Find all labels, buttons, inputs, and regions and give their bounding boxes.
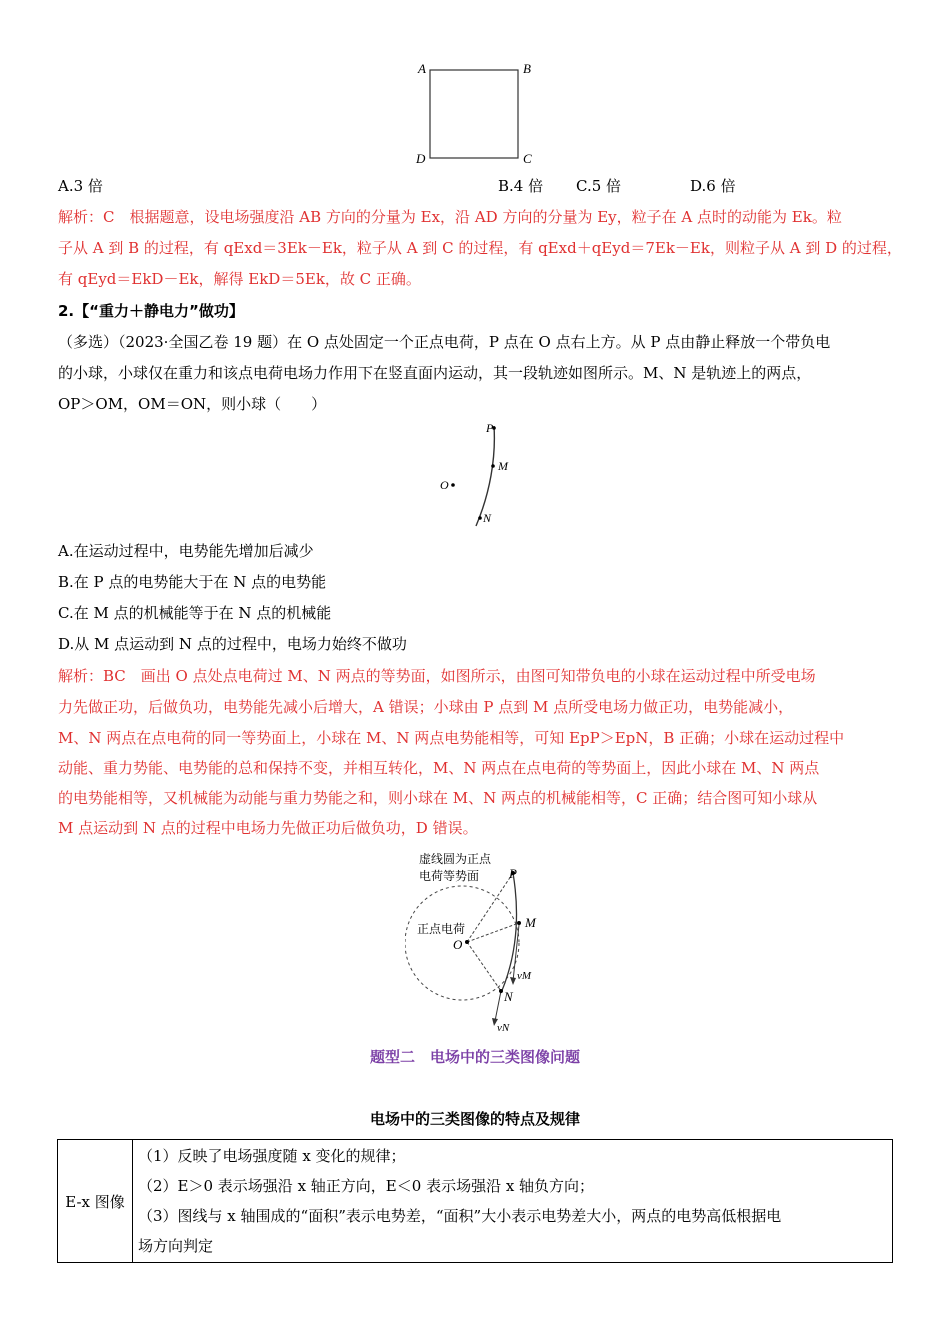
- table-row: [58, 1140, 893, 1263]
- label-n: N: [483, 511, 492, 525]
- point-o: [465, 940, 469, 944]
- note-line-1: 虚线圆为正点: [419, 852, 492, 866]
- line-on: [467, 942, 501, 991]
- q2-analysis-line-6: M 点运动到 N 点的过程中电场力先做正功后做负功，D 错误。: [58, 819, 478, 837]
- q1-analysis-line-2: 子从 A 到 B 的过程，有 qExd＝3Ek－Ek，粒子从 A 到 C 的过程，有 qExd＋qEyd＝7Ek－Ek，则粒子从 A 到 D 的过程，: [58, 239, 902, 257]
- label-d: D: [416, 151, 426, 166]
- q2-heading: 2.【“重力＋静电力”做功】: [58, 302, 244, 320]
- label-c: C: [523, 151, 532, 166]
- label-b: B: [523, 61, 531, 76]
- summary-table: [57, 1139, 893, 1263]
- arrow-vn: [495, 991, 501, 1021]
- label-p: P: [486, 421, 494, 435]
- q2-option-d: D.从 M 点运动到 N 点的过程中，电场力始终不做功: [58, 635, 407, 653]
- row-head-ex: E-x 图像: [58, 1140, 133, 1263]
- arrowhead-vm: [510, 977, 516, 985]
- q2-analysis-line-2: 力先做正功，后做负功，电势能先减小后增大，A 错误；小球由 P 点到 M 点所受电场力做正功，电势能减小，: [58, 698, 794, 716]
- row-line-1: （1）反映了电场强度随 x 变化的规律；: [138, 1147, 406, 1165]
- point-o: [451, 483, 455, 487]
- q1-analysis-line-1: 解析：C 根据题意，设电场强度沿 AB 方向的分量为 Ex，沿 AD 方向的分量为 Ey，粒子在 A 点时的动能为 Ek。粒: [58, 208, 842, 226]
- row-line-3: （3）图线与 x 轴围成的“面积”表示电势差，“面积”大小表示电势差大小，两点的电势高低根据电: [138, 1207, 782, 1225]
- q2-analysis-line-3: M、N 两点在点电荷的同一等势面上，小球在 M、N 两点电势能相等，可知 EpP＞EpN，B 正确；小球在运动过程中: [58, 729, 845, 747]
- trajectory-curve: [501, 873, 517, 993]
- q2-analysis-line-4: 动能、重力势能、电势能的总和保持不变，并相互转化，M、N 两点在点电荷的等势面上，因此小球在 M、N 两点: [58, 759, 820, 777]
- trajectory-figure: [430, 418, 530, 533]
- point-m: [517, 921, 521, 925]
- label-vm: vM: [517, 970, 532, 982]
- q2-analysis-line-5: 的电势能相等，又机械能为动能与重力势能之和，则小球在 M、N 两点的机械能相等，C 正确；结合图可知小球从: [58, 789, 818, 807]
- q2-stem-line-3: OP＞OM，OM＝ON，则小球（ ）: [58, 395, 327, 413]
- label-o: O: [453, 937, 463, 952]
- note-line-2: 电荷等势面: [419, 869, 480, 883]
- q1-option-d: D.6 倍: [690, 177, 736, 195]
- q2-stem-line-2: 的小球，小球仅在重力和该点电荷电场力作用下在竖直面内运动，其一段轨迹如图所示。M、N 是轨迹上的两点，: [58, 364, 812, 382]
- row-body-ex: [133, 1140, 893, 1263]
- table-title: 电场中的三类图像的特点及规律: [369, 1110, 580, 1128]
- q1-option-a: A.3 倍: [58, 177, 103, 195]
- point-n: [499, 989, 503, 993]
- q1-analysis-line-3: 有 qEyd＝EkD－Ek，解得 EkD＝5Ek，故 C 正确。: [58, 270, 421, 288]
- q2-stem-line-1: （多选）（2023·全国乙卷 19 题）在 O 点处固定一个正点电荷，P 点在 O 点右上方。从 P 点由静止释放一个带负电: [58, 333, 831, 351]
- square-shape: [430, 70, 518, 158]
- label-vn: vN: [497, 1022, 510, 1034]
- label-p: P: [509, 866, 517, 881]
- row-line-4: 场方向判定: [138, 1237, 214, 1255]
- q1-option-b: B.4 倍: [498, 177, 544, 195]
- label-m: M: [525, 915, 536, 930]
- q2-analysis-line-1: 解析：BC 画出 O 点处点电荷过 M、N 两点的等势面，如图所示，由图可知带负电的小球在运动过程中所受电场: [58, 667, 816, 685]
- label-o: O: [440, 478, 449, 492]
- point-n: [478, 516, 482, 520]
- charge-label: 正点电荷: [417, 922, 466, 936]
- q2-option-a: A.在运动过程中，电势能先增加后减少: [58, 542, 314, 560]
- line-om: [467, 923, 519, 942]
- square-figure: [400, 55, 550, 170]
- section-title: 题型二 电场中的三类图像问题: [369, 1048, 580, 1066]
- row-line-2: （2）E＞0 表示场强沿 x 轴正方向，E＜0 表示场强沿 x 轴负方向；: [138, 1177, 595, 1195]
- q2-option-c: C.在 M 点的机械能等于在 N 点的机械能: [58, 604, 332, 622]
- label-m: M: [498, 459, 508, 473]
- equipotential-figure: [405, 845, 560, 1035]
- q2-option-b: B.在 P 点的电势能大于在 N 点的电势能: [58, 573, 327, 591]
- label-a: A: [418, 61, 426, 76]
- q1-option-c: C.5 倍: [576, 177, 622, 195]
- point-m: [491, 464, 495, 468]
- label-n: N: [504, 989, 513, 1004]
